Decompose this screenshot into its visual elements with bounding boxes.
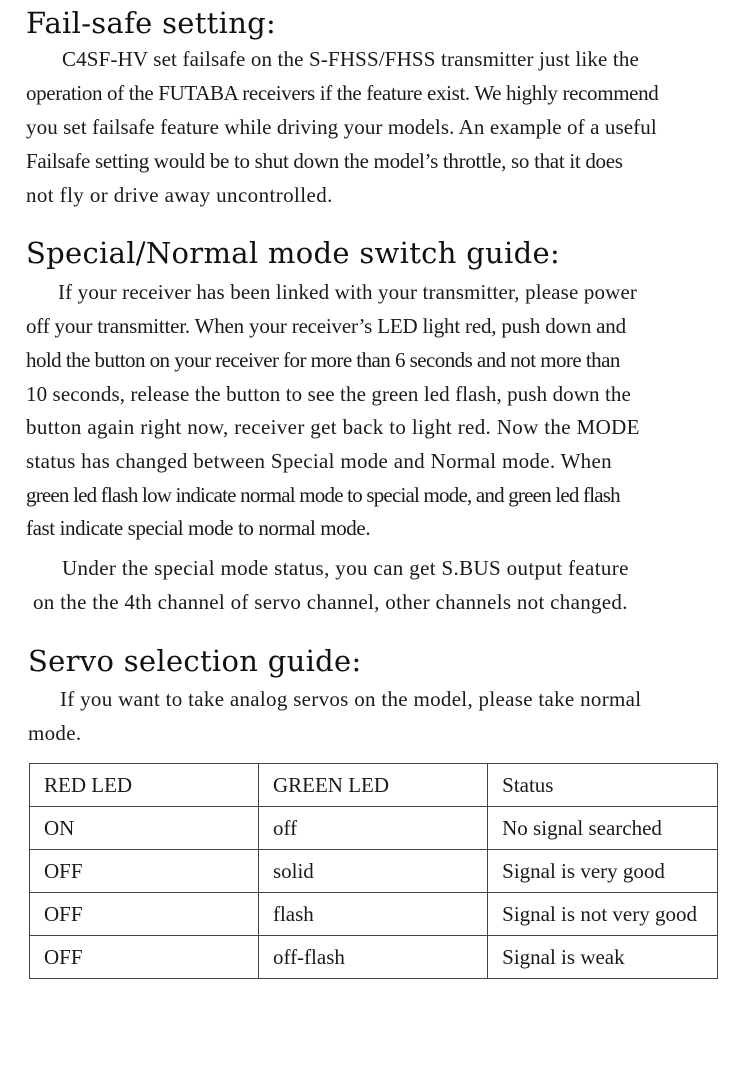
text-line: Under the special mode status, you can get S.BUS output feature [62,556,629,580]
text-line: 10 seconds, release the button to see the green led flash, push down the [26,382,631,406]
text-line: off your transmitter. When your receiver’s LED light red, push down and [26,314,626,338]
text-line: not fly or drive away uncontrolled. [26,183,333,207]
text-line: Failsafe setting would be to shut down the model’s throttle, so that it does [26,149,623,173]
table-cell: OFF [30,893,259,936]
table-row [30,936,718,979]
table-cell: flash [258,893,487,936]
table-cell: Signal is weak [488,936,718,979]
table-row [30,850,718,893]
mode-switch-heading: Special/Normal mode switch guide: [26,236,561,270]
text-line: C4SF-HV set failsafe on the S-FHSS/FHSS transmitter just like the [62,47,639,71]
text-line: operation of the FUTABA receivers if the feature exist. We highly recommend [26,81,659,105]
table-header-cell: RED LED [30,764,259,807]
table-cell: OFF [30,936,259,979]
text-line: you set failsafe feature while driving your models. An example of a useful [26,115,657,139]
text-line: fast indicate special mode to normal mode. [26,516,371,540]
text-line: hold the button on your receiver for more than 6 seconds and not more than [26,348,620,372]
text-line: If you want to take analog servos on the model, please take normal [60,687,642,711]
table-header-cell: Status [488,764,718,807]
failsafe-heading: Fail-safe setting: [26,6,277,40]
table-header-row [30,764,718,807]
text-line: If your receiver has been linked with your transmitter, please power [58,280,638,304]
table-cell: off [258,807,487,850]
table-cell: solid [258,850,487,893]
servo-heading: Servo selection guide: [28,644,362,678]
text-line: mode. [28,721,82,745]
text-line: button again right now, receiver get back to light red. Now the MODE [26,415,640,439]
led-status-table [29,763,718,979]
table-cell: ON [30,807,259,850]
table-cell: OFF [30,850,259,893]
text-line: on the the 4th channel of servo channel, other channels not changed. [33,590,628,614]
table-row [30,807,718,850]
table-cell: Signal is not very good [488,893,718,936]
table-cell: Signal is very good [488,850,718,893]
text-line: green led flash low indicate normal mode to special mode, and green led flash [26,483,620,507]
table-cell: No signal searched [488,807,718,850]
table-cell: off-flash [258,936,487,979]
table-row [30,893,718,936]
table-header-cell: GREEN LED [258,764,487,807]
text-line: status has changed between Special mode and Normal mode. When [26,449,612,473]
